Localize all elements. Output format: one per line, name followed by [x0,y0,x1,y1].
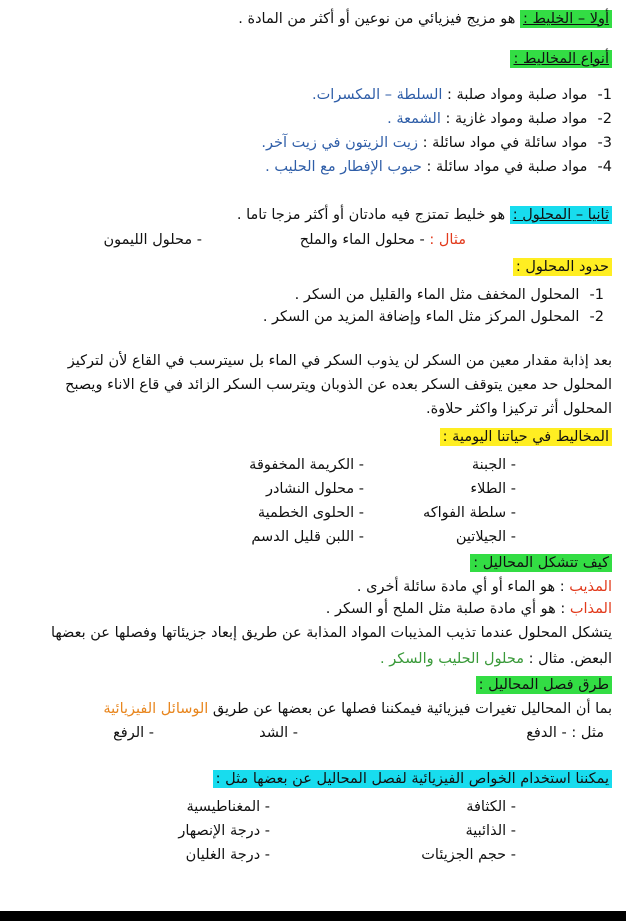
solution-example-2: - محلول الليمون [103,232,202,248]
example-label: مثال : [429,232,466,248]
solvent-term: المذيب [569,579,612,595]
solution-definition: هو خليط تمتزج فيه مادتان أو أكثر مزجا تاما . [236,207,510,223]
list-item: - الكثافة [466,799,516,815]
bottom-edge-bar [0,911,626,921]
list-item: 3- مواد سائلة في مواد سائلة : زيت الزيتون في زيت آخر. [261,135,612,151]
list-item: - الطلاء [470,481,516,497]
list-item: 1- مواد صلبة ومواد صلبة : السلطة – المكسرات. [312,87,612,103]
formation-example: محلول الحليب والسكر . [379,651,524,667]
list-item: 4- مواد صلبة في مواد سائلة : حبوب الإفطار مع الحليب . [265,159,612,175]
separation-example: مثل : - الدفع [526,725,604,741]
list-item: - الكريمة المخفوقة [249,457,364,473]
physical-means: الوسائل الفيزيائية [103,701,209,717]
solution-term: ثانيا – المحلول : [510,206,612,224]
solvent-line: المذيب : هو الماء أو أي مادة سائلة أخرى . [356,579,612,595]
list-item: 2- المحلول المركز مثل الماء وإضافة المزيد من السكر . [262,309,604,325]
list-item: 2- مواد صلبة ومواد غازية : الشمعة . [387,111,612,127]
separation-heading-line [10,674,612,696]
solution-limits-heading-line [10,256,612,278]
list-item: - حجم الجزيئات [421,847,516,863]
properties-heading-line [10,768,612,790]
list-item: - الشد [259,725,298,741]
mixture-term: أولا – الخليط : [520,10,612,28]
list-item: - الرفع [113,725,154,741]
mixture-definition: هو مزيج فيزيائي من نوعين أو أكثر من المادة . [238,11,520,27]
solution-limits-heading: حدود المحلول : [513,258,612,276]
list-item: - الحلوى الخطمية [257,505,364,521]
list-item: - الذائبية [465,823,516,839]
solute-line: المذاب : هو أي مادة صلبة مثل الملح أو السكر . [325,601,612,617]
paragraph-line: يتشكل المحلول عندما تذيب المذيبات المواد المذابة عن طريق إبعاد جزيئاتها وفصلها عن بعضها [50,625,612,641]
list-item: - المغناطيسية [186,799,270,815]
solute-term: المذاب [569,601,612,617]
daily-mixtures-heading-line [10,426,612,448]
mixture-types-heading: أنواع المخاليط : [510,50,612,68]
list-item: - سلطة الفواكه [422,505,516,521]
list-item: - الجبنة [471,457,516,473]
paragraph-line: بعد إذابة مقدار معين من السكر لن يذوب السكر في الماء بل سيترسب في القاع لأن لتركيز [67,353,612,369]
mixture-types-heading-line [10,48,612,70]
formation-heading-line [10,552,612,574]
list-item: 1- المحلول المخفف مثل الماء والقليل من السكر . [294,287,604,303]
solution-example: مثال : - محلول الماء والملح [299,232,466,248]
formation-heading: كيف تتشكل المحاليل : [470,554,612,572]
separation-line: بما أن المحاليل تغيرات فيزيائية فيمكننا فصلها عن بعضها عن طريق الوسائل الفيزيائية [103,701,612,717]
daily-mixtures-heading: المخاليط في حياتنا اليومية : [440,428,612,446]
list-item: - محلول النشادر [265,481,364,497]
list-item: - درجة الغليان [185,847,270,863]
list-item: - اللبن قليل الدسم [251,529,364,545]
list-item: - درجة الإنصهار [178,823,270,839]
formation-example-line: البعض. مثال : محلول الحليب والسكر . [379,651,612,667]
properties-heading: يمكننا استخدام الخواص الفيزيائية لفصل المحاليل عن بعضها مثل : [213,770,612,788]
list-item: - الجيلاتين [455,529,516,545]
solution-definition-line [10,204,612,226]
mixture-definition-line [10,8,612,30]
paragraph-line: المحلول أثر تركيزا واكثر حلاوة. [426,401,612,417]
paragraph-line: المحلول حد معين يتوقف السكر بعده عن الذوبان ويترسب السكر الزائد في قاع الاناء ويصبح [65,377,612,393]
separation-heading: طرق فصل المحاليل : [476,676,612,694]
